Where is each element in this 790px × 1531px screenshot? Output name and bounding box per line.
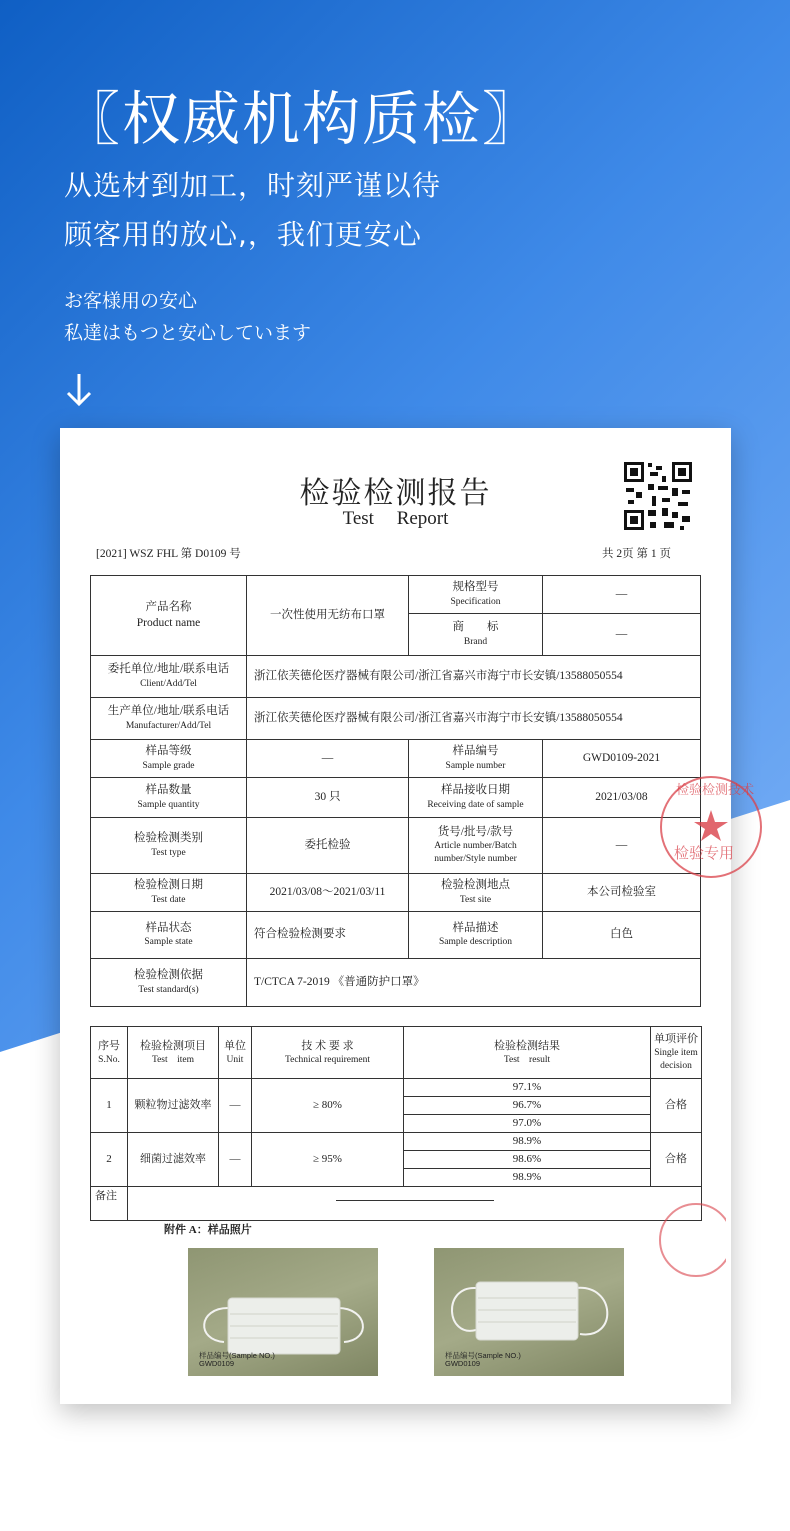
test-standard-value: T/CTCA 7-2019 《普通防护口罩》 xyxy=(247,959,701,1007)
sample-number-label: 样品编号 Sample number xyxy=(409,740,543,778)
sample-quantity-label: 样品数量 Sample quantity xyxy=(91,778,247,818)
arrow-down-icon xyxy=(64,372,94,408)
test-site-label: 检验检测地点 Test site xyxy=(409,874,543,912)
row-2-result-1: 98.9% xyxy=(404,1133,651,1151)
test-site-value: 本公司检验室 xyxy=(543,874,701,912)
test-date-label: 检验检测日期 Test date xyxy=(91,874,247,912)
row-1-decision: 合格 xyxy=(651,1079,702,1133)
row-1-item: 颗粒物过滤效率 xyxy=(128,1079,219,1133)
row-1-result-3: 97.0% xyxy=(404,1115,651,1133)
test-type-value: 委托检验 xyxy=(247,818,409,874)
report-title-en: Test Report xyxy=(342,508,449,529)
brand-label: 商 标 Brand xyxy=(409,614,543,656)
decision-header: 单项评价 Single item decision xyxy=(651,1027,702,1079)
svg-text:检验专用: 检验专用 xyxy=(674,844,735,862)
row-2-requirement: ≥ 95% xyxy=(252,1133,404,1187)
sample-state-label: 样品状态 Sample state xyxy=(91,912,247,959)
signature-line xyxy=(336,1200,494,1201)
row-1-result-1: 97.1% xyxy=(404,1079,651,1097)
jp-line-1: お客様用の安心 xyxy=(64,290,198,312)
spec-value: — xyxy=(543,576,701,614)
test-date-value: 2021/03/08～2021/03/11 xyxy=(247,874,409,912)
sno-header: 序号 S.No. xyxy=(91,1027,128,1079)
test-results-table xyxy=(90,1026,702,1221)
sample-photo-1 xyxy=(188,1248,378,1376)
article-number-label: 货号/批号/款号 Article number/Batch number/Style number xyxy=(409,818,543,874)
brand-value: — xyxy=(543,614,701,656)
sample-description-value: 白色 xyxy=(543,912,701,959)
row-1-unit: — xyxy=(219,1079,252,1133)
subline-1: 从选材到加工，时刻严谨以待 xyxy=(64,169,442,202)
row-2-result-3: 98.9% xyxy=(404,1169,651,1187)
article-number-value: — xyxy=(543,818,701,874)
row-2-item: 细菌过滤效率 xyxy=(128,1133,219,1187)
requirement-header: 技 术 要 求 Technical requirement xyxy=(252,1027,404,1079)
test-standard-label: 检验检测依据 Test standard(s) xyxy=(91,959,247,1007)
remarks-value xyxy=(128,1187,702,1221)
product-name-value: 一次性使用无纺布口罩 xyxy=(247,576,409,656)
page-number: 共 2页 第 1 页 xyxy=(602,548,671,560)
receiving-date-value: 2021/03/08 xyxy=(543,778,701,818)
qr-code-icon xyxy=(622,460,694,532)
sample-photo-2 xyxy=(434,1248,624,1376)
sample-number-value: GWD0109-2021 xyxy=(543,740,701,778)
client-label: 委托单位/地址/联系电话 Client/Add/Tel xyxy=(91,656,247,698)
row-2-decision: 合格 xyxy=(651,1133,702,1187)
sample-grade-label: 样品等级 Sample grade xyxy=(91,740,247,778)
unit-header: 单位 Unit xyxy=(219,1027,252,1079)
photo-1-label: 样品编号(Sample NO.) GWD0109 xyxy=(199,1350,275,1368)
client-value: 浙江依芙德伦医疗器械有限公司/浙江省嘉兴市海宁市长安镇/13588050554 xyxy=(247,656,701,698)
row-1-sno: 1 xyxy=(91,1079,128,1133)
sample-info-table xyxy=(90,575,701,1007)
sample-grade-value: — xyxy=(247,740,409,778)
jp-line-2: 私達はもつと安心しています xyxy=(64,322,312,344)
report-title-cn: 检验检测报告 xyxy=(299,477,492,510)
test-report-document xyxy=(60,428,755,1404)
photo-2-label: 样品编号(Sample NO.) GWD0109 xyxy=(445,1350,521,1368)
manufacturer-label: 生产单位/地址/联系电话 Manufacturer/Add/Tel xyxy=(91,698,247,740)
remarks-label: 备注 xyxy=(91,1187,128,1221)
subline-2: 顾客用的放心,，我们更安心 xyxy=(64,218,422,251)
inspection-stamp xyxy=(656,772,766,882)
svg-text:检验检测技术: 检验检测技术 xyxy=(676,783,755,798)
row-1-requirement: ≥ 80% xyxy=(252,1079,404,1133)
manufacturer-value: 浙江依芙德伦医疗器械有限公司/浙江省嘉兴市海宁市长安镇/13588050554 xyxy=(247,698,701,740)
test-type-label: 检验检测类别 Test type xyxy=(91,818,247,874)
item-header: 检验检测项目 Test item xyxy=(128,1027,219,1079)
spec-label: 规格型号 Specification xyxy=(409,576,543,614)
document-number: [2021] WSZ FHL 第 D0109 号 xyxy=(96,548,241,560)
sample-description-label: 样品描述 Sample description xyxy=(409,912,543,959)
partial-stamp xyxy=(646,1200,726,1280)
annex-title: 附件 A：样品照片 xyxy=(164,1224,252,1236)
sample-state-value: 符合检验检测要求 xyxy=(247,912,409,959)
sample-quantity-value: 30 只 xyxy=(247,778,409,818)
headline: 〖权威机构质检〗 xyxy=(62,85,543,153)
row-2-unit: — xyxy=(219,1133,252,1187)
receiving-date-label: 样品接收日期 Receiving date of sample xyxy=(409,778,543,818)
row-2-sno: 2 xyxy=(91,1133,128,1187)
result-header: 检验检测结果 Test result xyxy=(404,1027,651,1079)
row-1-result-2: 96.7% xyxy=(404,1097,651,1115)
product-name-label: 产品名称 Product name xyxy=(91,576,247,656)
row-2-result-2: 98.6% xyxy=(404,1151,651,1169)
